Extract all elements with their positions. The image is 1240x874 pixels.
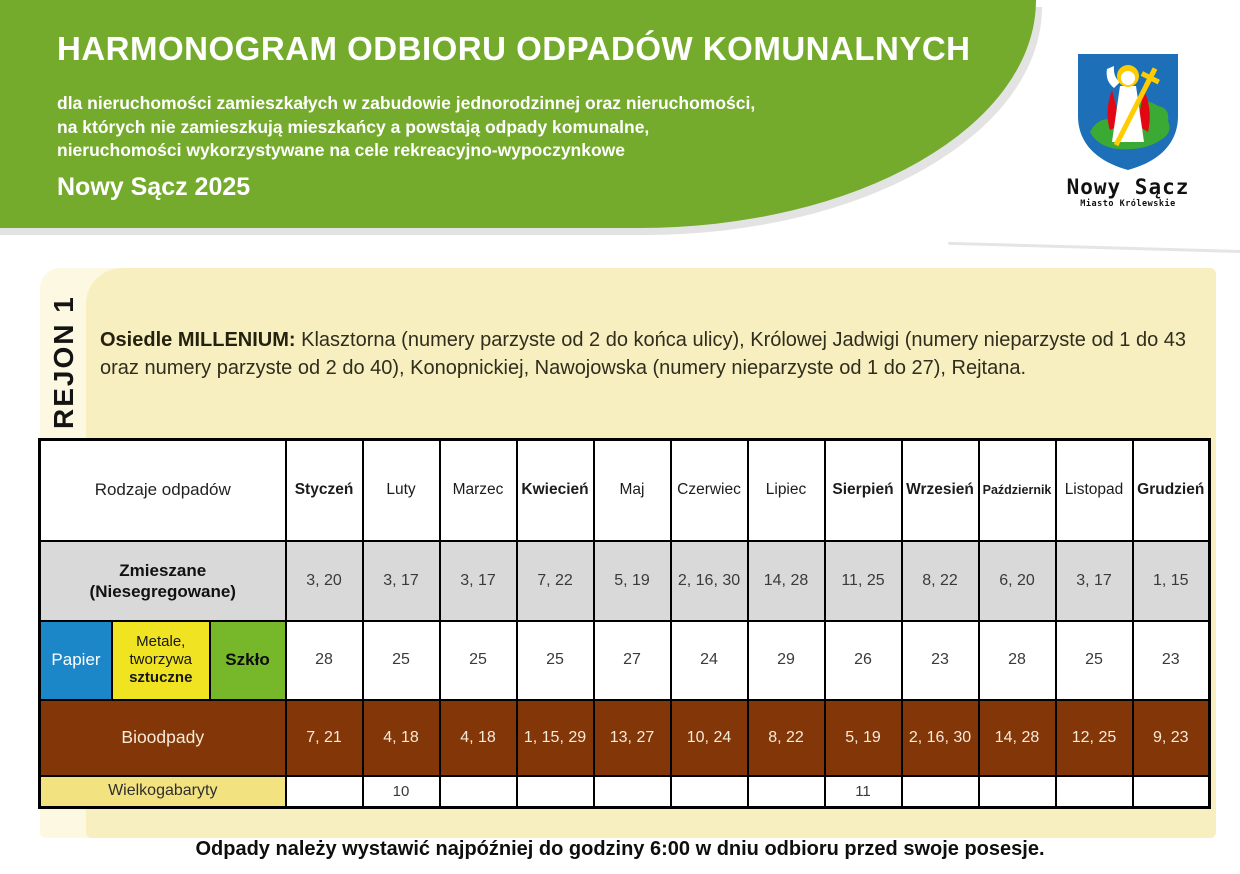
month-header-4: Kwiecień [517, 440, 594, 541]
month-header-12: Grudzień [1133, 440, 1210, 541]
glass-label: Szkło [211, 622, 285, 699]
metals-plastics-label [113, 622, 211, 699]
cell-bioodpady-m8: 5, 19 [825, 700, 902, 776]
cell-bioodpady-m7: 8, 22 [748, 700, 825, 776]
cell-bioodpady-m6: 10, 24 [671, 700, 748, 776]
mixed-waste-label-line1: Zmieszane [119, 560, 207, 580]
region-description-text: Klasztorna (numery parzyste od 2 do końca ulicy), Królowej Jadwigi (numery nieparzyste od 1 do 43 oraz numery parzyste od 2 do 40), Konopnickiej, Nawojowska (numery nieparzyste od 1 do 27), Rejtana. [100, 329, 1187, 379]
region-description-lead: Osiedle MILLENIUM: [100, 329, 296, 351]
month-header-7: Lipiec [748, 440, 825, 541]
cell-wielkogabaryty-m11 [1056, 776, 1133, 808]
cell-segregowane-m8: 26 [825, 621, 902, 700]
logo-tagline: Miasto Królewskie [1080, 199, 1176, 209]
cell-wielkogabaryty-m6 [671, 776, 748, 808]
cell-zmieszane-m1: 3, 20 [286, 541, 363, 621]
cell-segregowane-m1: 28 [286, 621, 363, 700]
cell-wielkogabaryty-m3 [440, 776, 517, 808]
month-header-10: Październik [979, 440, 1056, 541]
cell-zmieszane-m9: 8, 22 [902, 541, 979, 621]
cell-bioodpady-m10: 14, 28 [979, 700, 1056, 776]
cell-zmieszane-m4: 7, 22 [517, 541, 594, 621]
month-header-9: Wrzesień [902, 440, 979, 541]
cell-segregowane-m11: 25 [1056, 621, 1133, 700]
schedule-table [38, 438, 1211, 809]
mixed-waste-label-line2: (Niesegregowane) [89, 581, 236, 601]
segregated-waste-label [40, 621, 286, 700]
cell-wielkogabaryty-m9 [902, 776, 979, 808]
cell-zmieszane-m2: 3, 17 [363, 541, 440, 621]
cell-bioodpady-m5: 13, 27 [594, 700, 671, 776]
month-header-5: Maj [594, 440, 671, 541]
bulky-waste-label: Wielkogabaryty [40, 776, 286, 808]
cell-zmieszane-m8: 11, 25 [825, 541, 902, 621]
cell-segregowane-m7: 29 [748, 621, 825, 700]
cell-segregowane-m5: 27 [594, 621, 671, 700]
cell-bioodpady-m12: 9, 23 [1133, 700, 1210, 776]
row-bio-waste [40, 700, 1210, 776]
cell-wielkogabaryty-m5 [594, 776, 671, 808]
region-description [100, 327, 1206, 382]
row-bulky-waste [40, 776, 1210, 808]
footer-note: Odpady należy wystawić najpóźniej do godziny 6:00 w dniu odbioru przed swoje posesje. [195, 838, 1045, 860]
month-header-1: Styczeń [286, 440, 363, 541]
cell-wielkogabaryty-m10 [979, 776, 1056, 808]
row-mixed-waste [40, 541, 1210, 621]
metals-line3: sztuczne [129, 669, 193, 686]
bio-waste-label: Bioodpady [40, 700, 286, 776]
segregated-label-group [41, 622, 285, 699]
region-label: REJON 1 [48, 295, 79, 429]
mixed-waste-label [40, 541, 286, 621]
month-header-2: Luty [363, 440, 440, 541]
decorative-divider [948, 242, 1240, 253]
cell-zmieszane-m11: 3, 17 [1056, 541, 1133, 621]
page-subtitle [57, 92, 755, 163]
cell-segregowane-m9: 23 [902, 621, 979, 700]
cell-segregowane-m2: 25 [363, 621, 440, 700]
metals-line1: Metale, [136, 633, 186, 650]
subtitle-line-3: nieruchomości wykorzystywane na cele rekreacyjno-wypoczynkowe [57, 140, 626, 160]
cell-zmieszane-m12: 1, 15 [1133, 541, 1210, 621]
cell-wielkogabaryty-m8: 11 [825, 776, 902, 808]
page-title: HARMONOGRAM ODBIORU ODPADÓW KOMUNALNYCH [57, 30, 971, 67]
subtitle-line-2: na których nie zamieszkują mieszkańcy a powstają odpady komunalne, [57, 116, 650, 137]
cell-zmieszane-m10: 6, 20 [979, 541, 1056, 621]
cell-wielkogabaryty-m12 [1133, 776, 1210, 808]
paper-label: Papier [41, 622, 113, 699]
cell-bioodpady-m1: 7, 21 [286, 700, 363, 776]
cell-bioodpady-m4: 1, 15, 29 [517, 700, 594, 776]
cell-bioodpady-m9: 2, 16, 30 [902, 700, 979, 776]
subtitle-line-1: dla nieruchomości zamieszkałych w zabudowie jednorodzinnej oraz nieruchomości, [57, 93, 756, 113]
cell-zmieszane-m3: 3, 17 [440, 541, 517, 621]
month-header-6: Czerwiec [671, 440, 748, 541]
edition-label: Nowy Sącz 2025 [57, 173, 251, 201]
cell-zmieszane-m5: 5, 19 [594, 541, 671, 621]
cell-zmieszane-m6: 2, 16, 30 [671, 541, 748, 621]
cell-wielkogabaryty-m4 [517, 776, 594, 808]
cell-wielkogabaryty-m7 [748, 776, 825, 808]
cell-zmieszane-m7: 14, 28 [748, 541, 825, 621]
month-header-11: Listopad [1056, 440, 1133, 541]
logo-city-name: Nowy Sącz [1066, 175, 1190, 199]
month-header-3: Marzec [440, 440, 517, 541]
cell-segregowane-m6: 24 [671, 621, 748, 700]
cell-bioodpady-m3: 4, 18 [440, 700, 517, 776]
row-segregated-waste [40, 621, 1210, 700]
cell-segregowane-m3: 25 [440, 621, 517, 700]
metals-line2: tworzywa [129, 651, 192, 668]
cell-segregowane-m4: 25 [517, 621, 594, 700]
cell-wielkogabaryty-m1 [286, 776, 363, 808]
cell-bioodpady-m2: 4, 18 [363, 700, 440, 776]
city-logo [1062, 52, 1194, 209]
cell-segregowane-m10: 28 [979, 621, 1056, 700]
cell-bioodpady-m11: 12, 25 [1056, 700, 1133, 776]
cell-segregowane-m12: 23 [1133, 621, 1210, 700]
cell-wielkogabaryty-m2: 10 [363, 776, 440, 808]
waste-types-header: Rodzaje odpadów [40, 440, 286, 541]
coat-of-arms-icon [1076, 52, 1180, 172]
month-header-row [40, 440, 1210, 541]
month-header-8: Sierpień [825, 440, 902, 541]
